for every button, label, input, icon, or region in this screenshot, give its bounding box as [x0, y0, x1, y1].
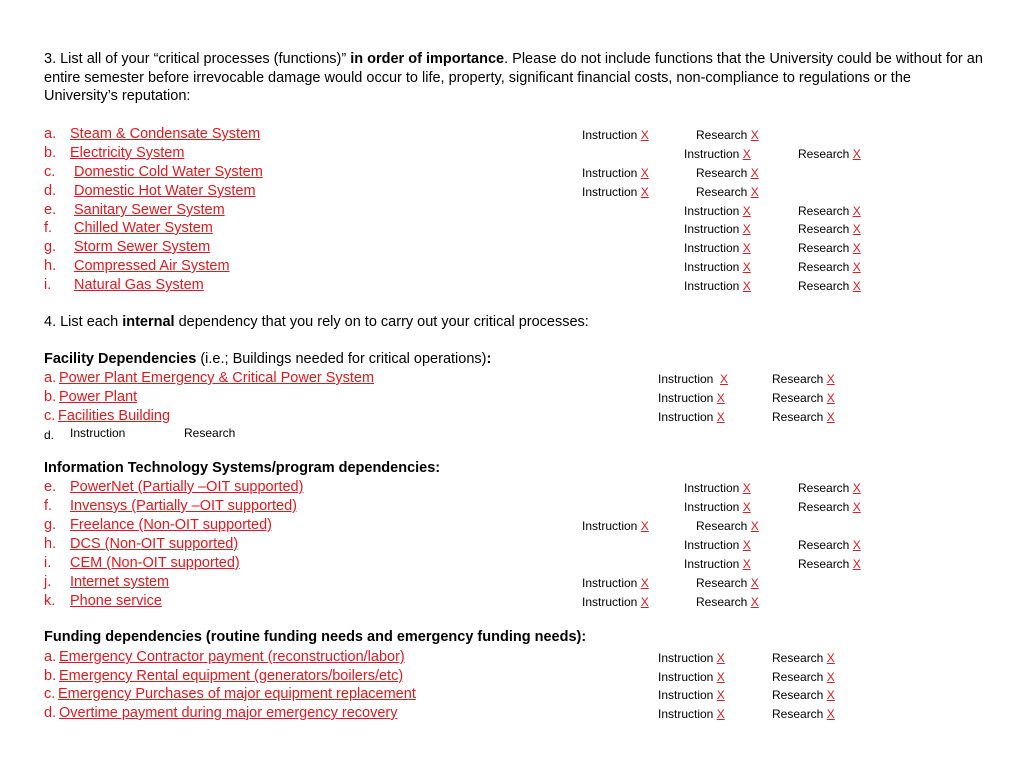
question-4: [44, 313, 589, 332]
critical-process-name: Electricity System: [70, 145, 185, 161]
item-letter: b.: [44, 145, 57, 161]
it-item: [44, 554, 984, 573]
item-letter: e.: [44, 479, 57, 495]
it-item: [44, 478, 984, 497]
instruction-mark: Instruction X: [684, 147, 751, 161]
funding-name: Emergency Contractor payment (reconstruction/labor): [59, 649, 405, 665]
item-letter: c.: [44, 164, 56, 180]
critical-process-item: [44, 219, 984, 238]
research-mark: Research X: [696, 519, 759, 533]
critical-process-item: [44, 182, 984, 201]
instruction-mark: Instruction X: [582, 128, 649, 142]
item-letter: c.: [44, 408, 56, 424]
it-system-name: Phone service: [70, 593, 162, 609]
instruction-mark: Instruction X: [582, 519, 649, 533]
facility-name: Facilities Building: [58, 408, 171, 424]
q4-suffix: dependency that you rely on to carry out your critical processes:: [174, 314, 589, 330]
critical-process-item: [44, 276, 984, 295]
it-item: [44, 573, 984, 592]
research-mark: Research X: [798, 204, 861, 218]
instruction-mark: Instruction X: [582, 595, 649, 609]
item-letter: g.: [44, 239, 57, 255]
research-mark: Research X: [798, 557, 861, 571]
facility-item: [44, 369, 984, 388]
instruction-mark: Instruction X: [684, 500, 751, 514]
funding-name: Emergency Purchases of major equipment replacement: [58, 686, 416, 702]
it-system-name: Internet system: [70, 574, 170, 590]
it-item: [44, 592, 984, 611]
item-letter: f.: [44, 220, 53, 236]
research-mark: Research X: [798, 481, 861, 495]
it-system-name: CEM (Non-OIT supported): [70, 555, 240, 571]
blank-instruction-label: Instruction: [70, 426, 126, 440]
critical-process-name: Compressed Air System: [74, 258, 230, 274]
research-mark: Research X: [798, 500, 861, 514]
critical-process-name: Domestic Cold Water System: [74, 164, 263, 180]
item-letter: c.: [44, 686, 56, 702]
research-mark: Research X: [798, 538, 861, 552]
item-letter: g.: [44, 517, 57, 533]
instruction-mark: Instruction X: [658, 707, 725, 721]
funding-item: [44, 667, 984, 686]
instruction-mark: Instruction X: [658, 391, 725, 405]
critical-process-name: Sanitary Sewer System: [74, 202, 225, 218]
research-mark: Research X: [696, 576, 759, 590]
facility-name: Power Plant: [59, 389, 138, 405]
q4-prefix: 4. List each: [44, 314, 123, 330]
funding-name: Emergency Rental equipment (generators/boilers/etc): [59, 668, 404, 684]
research-mark: Research X: [696, 185, 759, 199]
item-letter: f.: [44, 498, 53, 514]
item-letter: d.: [44, 183, 57, 199]
question-3: [44, 50, 984, 106]
item-letter: e.: [44, 202, 57, 218]
item-letter: d.: [44, 428, 55, 442]
instruction-mark: Instruction X: [582, 576, 649, 590]
it-item: [44, 535, 984, 554]
research-mark: Research X: [798, 241, 861, 255]
instruction-mark: Instruction X: [684, 241, 751, 255]
it-system-name: Freelance (Non-OIT supported): [70, 517, 273, 533]
q3-suffix: . Please do not include functions that the University could be without for an entire semester before irrevocable damage would occur to life, property, significant financial costs, non-compliance to regulations or the University’s reputation:: [44, 51, 983, 104]
critical-process-item: [44, 201, 984, 220]
q4-bold: internal: [122, 314, 175, 330]
item-letter: a.: [44, 126, 57, 142]
critical-process-item: [44, 144, 984, 163]
item-letter: a.: [44, 649, 57, 665]
instruction-mark: Instruction X: [684, 222, 751, 236]
instruction-mark: Instruction X: [658, 670, 725, 684]
instruction-mark: Instruction X: [658, 372, 729, 386]
item-letter: i.: [44, 277, 52, 293]
funding-name: Overtime payment during major emergency recovery: [59, 705, 398, 721]
critical-process-name: Chilled Water System: [74, 220, 213, 236]
instruction-mark: Instruction X: [684, 279, 751, 293]
research-mark: Research X: [772, 410, 835, 424]
instruction-mark: Instruction X: [658, 410, 725, 424]
critical-process-item: [44, 163, 984, 182]
research-mark: Research X: [772, 391, 835, 405]
funding-item: [44, 704, 984, 723]
q3-bold: in order of importance: [350, 51, 505, 67]
item-letter: i.: [44, 555, 52, 571]
item-letter: j.: [44, 574, 52, 590]
item-letter: k.: [44, 593, 56, 609]
it-system-name: DCS (Non-OIT supported): [70, 536, 239, 552]
instruction-mark: Instruction X: [658, 651, 725, 665]
funding-heading: Funding dependencies (routine funding needs and emergency funding needs):: [44, 629, 587, 645]
critical-process-item: [44, 238, 984, 257]
critical-process-item: [44, 125, 984, 144]
instruction-mark: Instruction X: [684, 538, 751, 552]
it-system-name: Invensys (Partially –OIT supported): [70, 498, 297, 514]
critical-process-name: Natural Gas System: [74, 277, 204, 293]
research-mark: Research X: [772, 372, 835, 386]
it-item: [44, 497, 984, 516]
instruction-mark: Instruction X: [684, 481, 751, 495]
facility-item: [44, 407, 984, 426]
research-mark: Research X: [798, 222, 861, 236]
it-item: [44, 516, 984, 535]
research-mark: Research X: [772, 707, 835, 721]
it-system-name: PowerNet (Partially –OIT supported): [70, 479, 304, 495]
research-mark: Research X: [798, 260, 861, 274]
item-letter: b.: [44, 668, 57, 684]
funding-item: [44, 648, 984, 667]
critical-process-name: Storm Sewer System: [74, 239, 211, 255]
critical-process-name: Domestic Hot Water System: [74, 183, 256, 199]
research-mark: Research X: [772, 651, 835, 665]
instruction-mark: Instruction X: [684, 204, 751, 218]
critical-process-name: Steam & Condensate System: [70, 126, 261, 142]
research-mark: Research X: [696, 128, 759, 142]
facility-heading: Facility Dependencies (i.e.; Buildings needed for critical operations):: [44, 351, 492, 367]
research-mark: Research X: [772, 670, 835, 684]
instruction-mark: Instruction X: [582, 166, 649, 180]
funding-item: [44, 685, 984, 704]
research-mark: Research X: [696, 166, 759, 180]
it-heading: Information Technology Systems/program dependencies:: [44, 460, 441, 476]
facility-name: Power Plant Emergency & Critical Power System: [59, 370, 375, 386]
item-letter: a.: [44, 370, 57, 386]
research-mark: Research X: [696, 595, 759, 609]
facility-blank-item: [44, 425, 984, 444]
critical-process-item: [44, 257, 984, 276]
instruction-mark: Instruction X: [684, 260, 751, 274]
research-mark: Research X: [772, 688, 835, 702]
q3-prefix: 3. List all of your “critical processes (functions)”: [44, 51, 351, 67]
facility-item: [44, 388, 984, 407]
research-mark: Research X: [798, 147, 861, 161]
item-letter: h.: [44, 258, 57, 274]
instruction-mark: Instruction X: [582, 185, 649, 199]
instruction-mark: Instruction X: [658, 688, 725, 702]
item-letter: b.: [44, 389, 57, 405]
blank-research-label: Research: [184, 426, 236, 440]
research-mark: Research X: [798, 279, 861, 293]
item-letter: h.: [44, 536, 57, 552]
item-letter: d.: [44, 705, 57, 721]
instruction-mark: Instruction X: [684, 557, 751, 571]
